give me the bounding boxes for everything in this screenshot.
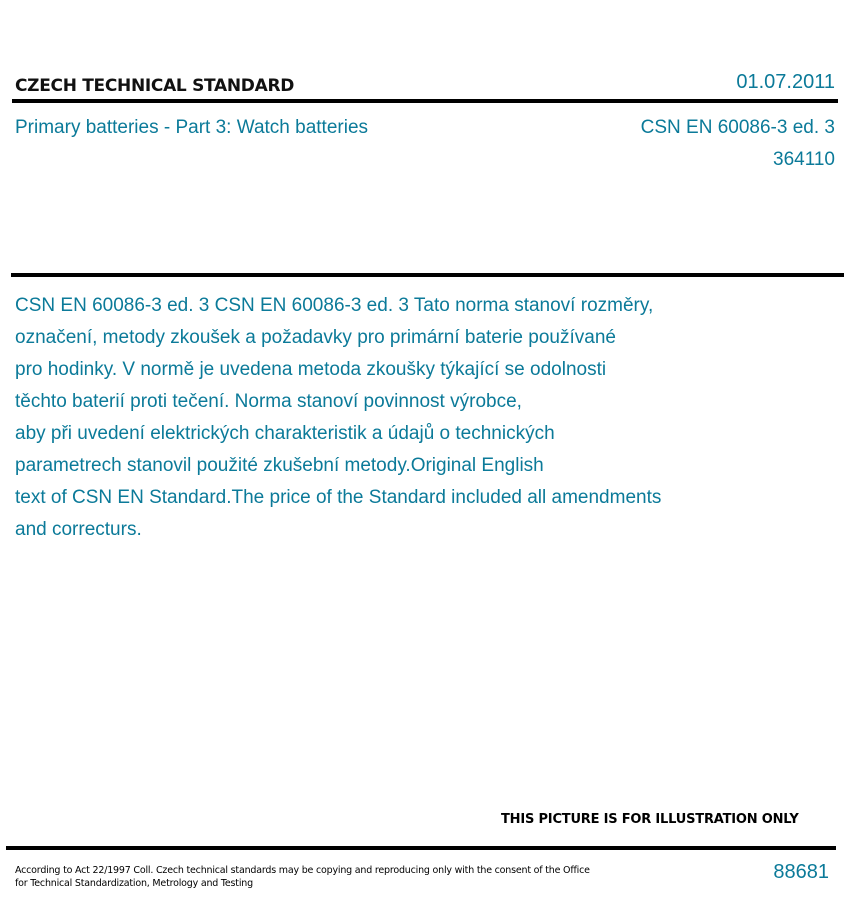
abstract-line: těchto baterií proti tečení. Norma stanoví povinnost výrobce, xyxy=(15,391,522,412)
document-title: Primary batteries - Part 3: Watch batteries xyxy=(15,117,369,138)
header-divider xyxy=(12,99,838,103)
illustration-disclaimer: THIS PICTURE IS FOR ILLUSTRATION ONLY xyxy=(501,812,799,827)
abstract-line: aby při uvedení elektrických charakteristik a údajů o technických xyxy=(15,423,555,444)
abstract-line: text of CSN EN Standard.The price of the Standard included all amendments xyxy=(15,487,662,508)
footer-divider xyxy=(6,846,836,850)
catalog-number: 364110 xyxy=(773,149,835,170)
footer-code: 88681 xyxy=(773,861,829,883)
abstract-line: CSN EN 60086-3 ed. 3 CSN EN 60086-3 ed. 3 Tato norma stanoví rozměry, xyxy=(15,295,654,316)
legal-notice-line: for Technical Standardization, Metrology and Testing xyxy=(15,878,253,889)
abstract-line: parametrech stanovil použité zkušební metody.Original English xyxy=(15,455,544,476)
abstract-line: and correcturs. xyxy=(15,519,142,540)
abstract-line: pro hodinky. V normě je uvedena metoda zkoušky týkající se odolnosti xyxy=(15,359,607,380)
abstract-line: označení, metody zkoušek a požadavky pro primární baterie používané xyxy=(15,327,616,348)
legal-notice-line: According to Act 22/1997 Coll. Czech technical standards may be copying and reproducing only with the consent of the Office xyxy=(15,865,590,876)
abstract-text xyxy=(15,290,785,546)
standard-id: CSN EN 60086-3 ed. 3 xyxy=(640,117,835,138)
standard-header-title: CZECH TECHNICAL STANDARD xyxy=(15,76,295,96)
section-divider xyxy=(11,273,844,277)
legal-notice xyxy=(15,864,590,890)
publication-date: 01.07.2011 xyxy=(736,71,835,93)
